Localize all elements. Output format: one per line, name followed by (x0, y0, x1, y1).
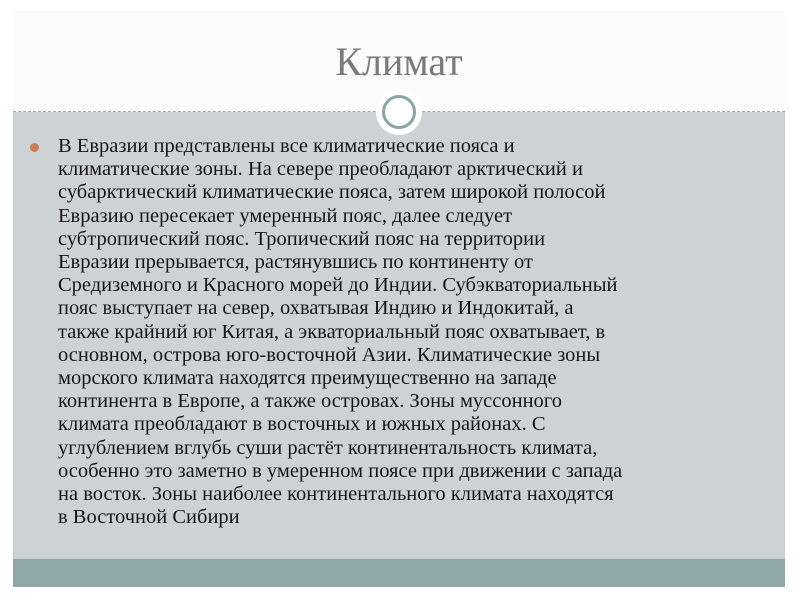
bullet-dot-icon (30, 143, 39, 152)
body-text (58, 135, 770, 529)
body-line: углублением вглубь суши растёт континентальность климата, (58, 436, 598, 459)
body-line: морского климата находятся преимущественно на западе (58, 367, 557, 390)
body-line: Евразии прерывается, растянувшись по континенту от (58, 251, 533, 274)
body-line: В Евразии представлены все климатические пояса и (58, 135, 515, 157)
body-line: также крайний юг Китая, а экваториальный пояс охватывает, в (58, 320, 606, 343)
body-line: на восток. Зоны наиболее континентального климата находятся (58, 483, 614, 506)
body-line: континента в Европе, а также островах. Зоны муссонного (58, 390, 562, 413)
body-line: в Восточной Сибири (58, 506, 240, 529)
body-line: Средиземного и Красного морей до Индии. Субэкваториальный (58, 274, 618, 297)
body-line: особенно это заметно в умеренном поясе при движении с запада (58, 459, 623, 482)
body-line: субарктический климатические пояса, затем широкой полосой (58, 181, 606, 204)
circle-ring (382, 95, 416, 129)
body-line: основном, острова юго-восточной Азии. Климатические зоны (58, 343, 601, 366)
body-line: пояс выступает на север, охватывая Индию и Индокитай, а (58, 297, 574, 320)
body-line: климата преобладают в восточных и южных районах. С (58, 413, 546, 436)
circle-ornament-icon (376, 89, 422, 135)
body-line: климатические зоны. На севере преобладают арктический и (58, 158, 583, 181)
body-line: Евразию пересекает умеренный пояс, далее следует (58, 204, 513, 227)
slide-title: Климат (335, 39, 463, 84)
bottom-accent-bar (13, 559, 785, 587)
body-line: субтропический пояс. Тропический пояс на территории (58, 227, 546, 250)
